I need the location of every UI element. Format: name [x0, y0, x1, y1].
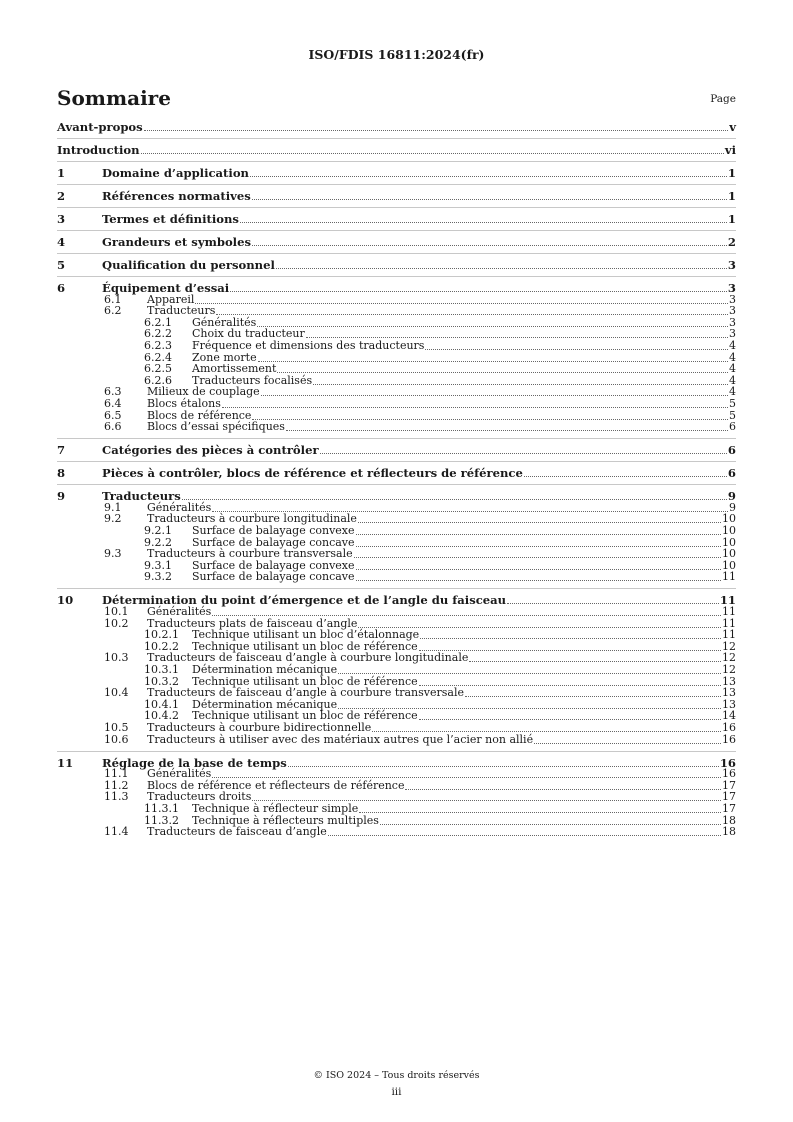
toc-entry-title: Technique utilisant un bloc de référence — [192, 709, 418, 723]
toc-leader-dots — [240, 222, 727, 223]
toc-leader-dots — [144, 130, 729, 131]
toc-entry-title: Technique à réflecteurs multiples — [192, 813, 379, 827]
toc-entry-page: 6 — [729, 420, 736, 434]
toc-entry-number: 6.3 — [104, 385, 122, 399]
toc-entry-page: 11 — [719, 593, 736, 608]
toc-entry-page: 17 — [722, 802, 736, 815]
toc-entry-number: 9.3.1 — [144, 558, 172, 572]
toc-entry-page: 2 — [727, 235, 736, 249]
toc-entry-number: 9.3.2 — [144, 570, 172, 584]
toc-entry-title: Grandeurs et symboles — [102, 235, 251, 249]
toc-entry-title: Détermination mécanique — [192, 663, 338, 676]
toc-entry-page: 12 — [722, 663, 736, 676]
toc-entry[interactable] — [57, 442, 736, 456]
toc-leader-dots — [320, 453, 727, 454]
toc-entry[interactable] — [57, 211, 736, 225]
toc-entry[interactable] — [57, 465, 736, 479]
toc-entry-page: 10 — [722, 547, 736, 561]
toc-entry-page: 16 — [722, 767, 736, 781]
toc-title: Sommaire — [57, 86, 171, 110]
toc-entry-number: 10.4 — [104, 686, 129, 700]
toc-entry-number: 9.2.1 — [144, 524, 172, 537]
toc-entry-page: 5 — [729, 397, 736, 410]
toc-entry-number: 6.4 — [104, 397, 122, 410]
toc-entry-number: 10.1 — [104, 605, 129, 618]
toc-entry-title: Domaine d’application — [102, 166, 249, 180]
toc-entry-title: Généralités — [147, 767, 212, 781]
toc-leader-dots — [328, 835, 721, 836]
toc-entry-page: 1 — [727, 212, 736, 226]
toc-entry-number: 11 — [57, 755, 74, 770]
toc-entry-title: Généralités — [192, 315, 257, 329]
toc-entry-title: Traducteurs à utiliser avec des matériaux autres que l’acier non allié — [147, 732, 534, 746]
toc-entry-number: 10.3 — [104, 651, 129, 665]
toc-entry-title: Milieux de couplage — [147, 385, 260, 399]
toc-entry-number: 9.1 — [104, 500, 122, 514]
toc-entry-title: Références normatives — [102, 189, 251, 203]
toc-leader-dots — [252, 199, 727, 200]
toc-entry-title: Qualification du personnel — [102, 258, 275, 272]
toc-entry[interactable] — [57, 165, 736, 179]
toc-entry-title: Surface de balayage concave — [192, 535, 355, 549]
toc-entry-page: 10 — [722, 558, 736, 572]
toc-entry-page: 9 — [727, 489, 736, 504]
toc-entry[interactable] — [57, 569, 736, 583]
toc-entry-page: 16 — [719, 755, 736, 770]
toc-entry-number: 6.2.1 — [144, 315, 172, 329]
toc-entry-page: 5 — [729, 408, 736, 422]
toc-entry-page: 1 — [727, 166, 736, 180]
toc-entry-number: 2 — [57, 189, 66, 203]
toc-entry-page: 13 — [722, 674, 736, 688]
toc-entry-title: Termes et définitions — [102, 212, 239, 226]
toc-entry-number: 10.3.1 — [144, 663, 179, 676]
toc-entry-page: v — [729, 120, 736, 134]
toc-entry-page: vi — [724, 143, 736, 157]
toc-entry-page: 17 — [722, 778, 736, 792]
toc-entry-page: 4 — [729, 350, 736, 364]
toc-entry-title: Surface de balayage concave — [192, 570, 355, 584]
toc-entry-page: 11 — [722, 616, 736, 630]
footer-copyright: © ISO 2024 – Tous droits réservés — [313, 1070, 480, 1081]
toc-entry[interactable] — [57, 824, 736, 838]
toc-entry-number: 11.2 — [104, 778, 129, 792]
toc-entry-number: 6.2.6 — [144, 373, 172, 387]
toc-entry-number: 11.3.1 — [144, 802, 179, 815]
toc-entry[interactable] — [57, 419, 736, 433]
toc-entry-title: Traducteurs de faisceau d’angle — [147, 825, 327, 839]
toc-separator — [57, 184, 736, 185]
toc-entry-title: Blocs d’essai spécifiques — [147, 420, 285, 434]
toc-entry-number: 6.2.4 — [144, 350, 172, 364]
toc-entry-title: Blocs étalons — [147, 397, 221, 410]
toc-entry-number: 6 — [57, 281, 66, 295]
toc-leader-dots — [141, 153, 724, 154]
toc-separator — [57, 138, 736, 139]
toc-entry-page: 3 — [729, 315, 736, 329]
toc-entry-number: 6.5 — [104, 408, 122, 422]
toc-entry-number: 9.2.2 — [144, 535, 172, 549]
toc-entry-page: 10 — [722, 535, 736, 549]
toc-entry-number: 5 — [57, 258, 66, 272]
toc-leader-dots — [356, 580, 721, 581]
footer-page-number: iii — [391, 1086, 402, 1098]
toc-entry-page: 11 — [722, 628, 736, 642]
toc-entry-number: 1 — [57, 166, 66, 180]
toc-separator — [57, 161, 736, 162]
toc-entry-title: Catégories des pièces à contrôler — [102, 443, 319, 458]
toc-entry-title: Traducteurs à courbure longitudinale — [147, 512, 357, 526]
toc-entry-title: Surface de balayage convexe — [192, 524, 355, 537]
toc-entry-page: 18 — [722, 813, 736, 827]
toc-leader-dots — [252, 245, 727, 246]
toc-entry-title: Détermination du point d’émergence et de l’angle du faisceau — [102, 593, 507, 608]
toc-separator — [57, 751, 736, 752]
toc-entry-number: 8 — [57, 466, 66, 481]
toc-entry-title: Amortissement — [192, 362, 277, 376]
toc-entry-page: 14 — [722, 709, 736, 723]
toc-entry-number: 11.3 — [104, 790, 129, 804]
toc-entry[interactable] — [57, 188, 736, 202]
toc-entry-page: 16 — [722, 721, 736, 734]
toc-entry-page: 3 — [729, 304, 736, 318]
toc-entry-title: Généralités — [147, 605, 212, 618]
toc-entry-number: 11.3.2 — [144, 813, 179, 827]
toc-entry-number: 10.2 — [104, 616, 129, 630]
toc-entry-title: Traducteurs focalisés — [192, 373, 313, 387]
toc-entry-page: 4 — [729, 373, 736, 387]
toc-entry-page: 13 — [722, 686, 736, 700]
toc-entry-title: Détermination mécanique — [192, 697, 338, 711]
toc-entry-number: 10.6 — [104, 732, 129, 746]
toc-entry-page: 4 — [729, 362, 736, 376]
toc-entry-number: 6.2.5 — [144, 362, 172, 376]
toc-entry-page: 11 — [722, 570, 736, 584]
toc-entry[interactable] — [57, 142, 736, 156]
document-header: ISO/FDIS 16811:2024(fr) — [308, 47, 485, 62]
toc-entry-title: Traducteurs droits — [147, 790, 252, 804]
toc-entry-number: 6.2.3 — [144, 339, 172, 352]
toc-entry-number: 10.2.2 — [144, 639, 179, 653]
toc-entry-number: 3 — [57, 212, 66, 226]
toc-entry[interactable] — [57, 257, 736, 271]
toc-entry-number: 7 — [57, 443, 66, 458]
toc-entry-number: 11.4 — [104, 825, 129, 839]
toc-entry-title: Équipement d’essai — [102, 281, 230, 295]
toc-separator — [57, 276, 736, 277]
toc-entry-number: 10.4.2 — [144, 709, 179, 723]
toc-entry-title: Réglage de la base de temps — [102, 755, 287, 770]
toc-entry-title: Technique à réflecteur simple — [192, 802, 359, 815]
toc-entry-page: 18 — [722, 825, 736, 839]
toc-entry-number: 6.2 — [104, 304, 122, 318]
toc-entry-number: 10.3.2 — [144, 674, 179, 688]
toc-entry[interactable] — [57, 234, 736, 248]
toc-entry-number: 6.1 — [104, 292, 122, 306]
toc-entry-page: 3 — [729, 327, 736, 341]
toc-entry-page: 4 — [729, 385, 736, 399]
toc-separator — [57, 438, 736, 439]
toc-entry-page: 3 — [727, 258, 736, 272]
toc-entry-number: 9 — [57, 489, 66, 504]
toc-leader-dots — [286, 430, 728, 431]
toc-entry-page: 11 — [722, 605, 736, 618]
toc-separator — [57, 207, 736, 208]
toc-entry-title: Traducteurs à courbure bidirectionnelle — [147, 721, 372, 734]
toc-entry-number: 9.2 — [104, 512, 122, 526]
toc-leader-dots — [276, 268, 727, 269]
toc-entry-page: 13 — [722, 697, 736, 711]
toc-leader-dots — [534, 743, 721, 744]
toc-entry-page: 10 — [722, 524, 736, 537]
toc-entry-page: 12 — [722, 651, 736, 665]
toc-entry-page: 1 — [727, 189, 736, 203]
toc-entry-number: 10.5 — [104, 721, 129, 734]
toc-entry-title: Introduction — [57, 143, 140, 157]
toc-entry-title: Traducteurs plats de faisceau d’angle — [147, 616, 358, 630]
toc-entry-page: 12 — [722, 639, 736, 653]
toc-entry-title: Fréquence et dimensions des traducteurs — [192, 339, 425, 352]
toc-entry[interactable] — [57, 732, 736, 746]
toc-entry-page: 6 — [727, 443, 736, 458]
toc-entry-page: 17 — [722, 790, 736, 804]
toc-entry-page: 9 — [729, 500, 736, 514]
toc-entry-page: 6 — [727, 466, 736, 481]
toc-entry-title: Traducteurs de faisceau d’angle à courbure longitudinale — [147, 651, 469, 665]
toc-entry-page: 16 — [722, 732, 736, 746]
toc-entry-number: 9.3 — [104, 547, 122, 561]
toc-entry[interactable] — [57, 119, 736, 133]
toc-entry-title: Traducteurs à courbure transversale — [147, 547, 353, 561]
toc-entry-title: Appareil — [147, 292, 195, 306]
toc-separator — [57, 230, 736, 231]
toc-entry-number: 10.2.1 — [144, 628, 179, 642]
toc-entry-number: 6.2.2 — [144, 327, 172, 341]
toc-entry-title: Traducteurs de faisceau d’angle à courbure transversale — [147, 686, 465, 700]
toc-entry-number: 11.1 — [104, 767, 129, 781]
toc-entry-title: Surface de balayage convexe — [192, 558, 355, 572]
toc-entry-page: 3 — [729, 292, 736, 306]
toc-leader-dots — [524, 476, 727, 477]
toc-entry-number: 4 — [57, 235, 66, 249]
toc-entry-title: Zone morte — [192, 350, 257, 364]
toc-separator — [57, 588, 736, 589]
toc-entry-title: Pièces à contrôler, blocs de référence et réflecteurs de référence — [102, 466, 523, 481]
toc-entry-title: Technique utilisant un bloc de référence — [192, 674, 418, 688]
toc-entry-number: 10 — [57, 593, 74, 608]
toc-entry-page: 3 — [727, 281, 736, 295]
toc-entry-number: 10.4.1 — [144, 697, 179, 711]
toc-entry-title: Avant-propos — [57, 120, 143, 134]
toc-entry-title: Technique utilisant un bloc de référence — [192, 639, 418, 653]
page-column-label: Page — [710, 93, 736, 105]
toc-separator — [57, 484, 736, 485]
toc-entry-title: Blocs de référence et réflecteurs de référence — [147, 778, 405, 792]
toc-entry-page: 10 — [722, 512, 736, 526]
toc-entry-title: Généralités — [147, 500, 212, 514]
toc-leader-dots — [250, 176, 727, 177]
toc-entry-title: Traducteurs — [102, 489, 181, 504]
toc-entry-title: Choix du traducteur — [192, 327, 305, 341]
toc-entry-page: 4 — [729, 339, 736, 352]
toc-entry-title: Traducteurs — [147, 304, 216, 318]
toc-entry-title: Blocs de référence — [147, 408, 252, 422]
toc-separator — [57, 253, 736, 254]
toc-entry-title: Technique utilisant un bloc d’étalonnage — [192, 628, 420, 642]
toc-entry-number: 6.6 — [104, 420, 122, 434]
toc-separator — [57, 461, 736, 462]
